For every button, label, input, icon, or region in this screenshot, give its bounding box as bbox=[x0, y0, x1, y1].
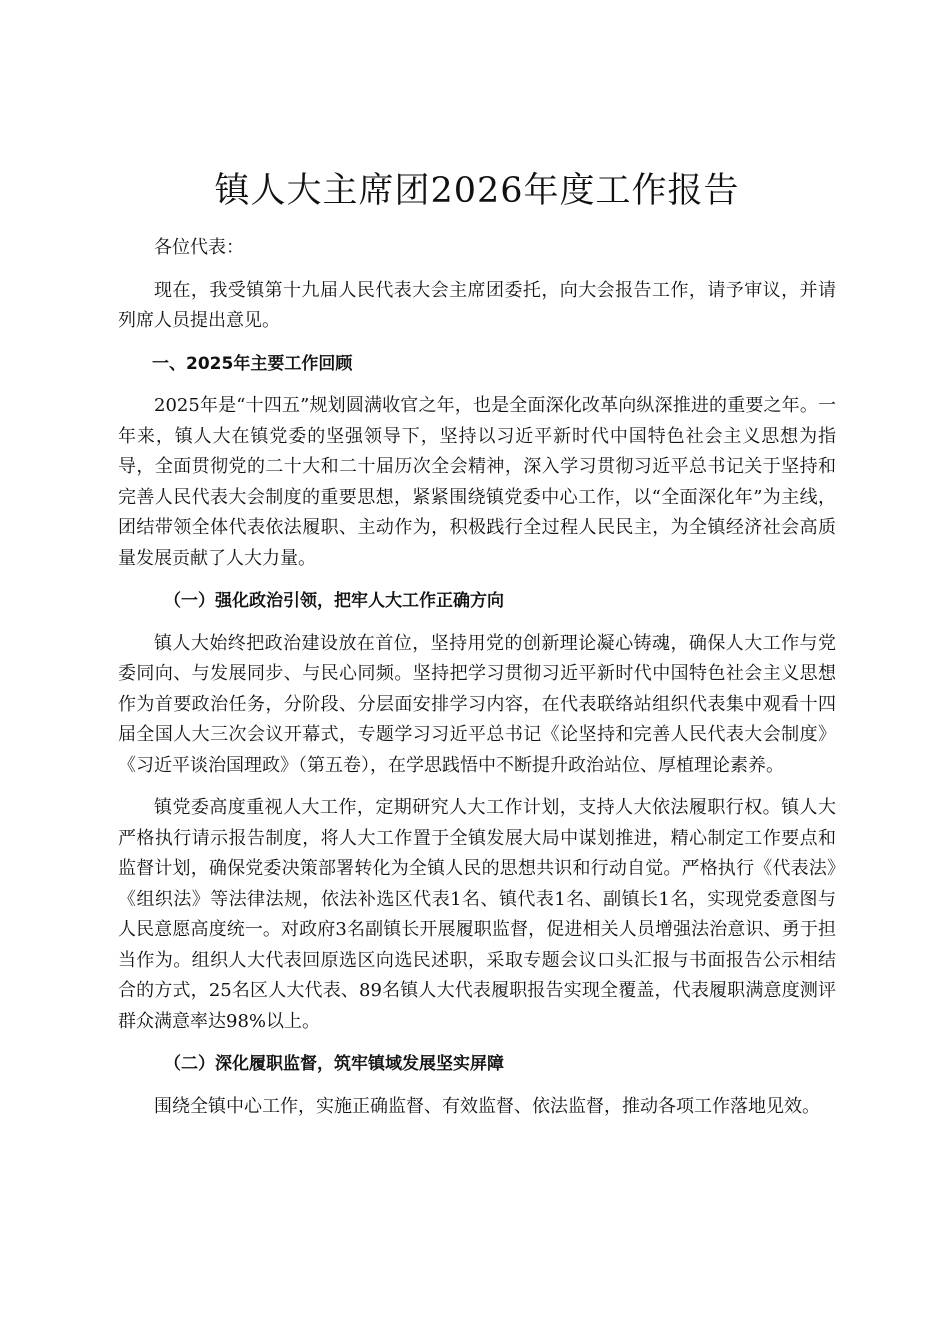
section-heading-review: 一、2025年主要工作回顾 bbox=[152, 353, 353, 374]
political-guidance-paragraph-1: 镇人大始终把政治建设放在首位，坚持用党的创新理论凝心铸魂，确保人大工作与党委同向、与发展同步、与民心同频。坚持把学习贯彻习近平新时代中国特色社会主义思想作为首要政治任务，分阶段、分层面安排学习内容，在代表联络站组织代表集中观看十四届全国人大三次会议开幕式，专题学习习近平总书记《论坚持和完善人民代表大会制度》《习近平谈治国理政》（第五卷），在学思践悟中不断提升政治站位、厚植理论素养。 bbox=[118, 632, 836, 776]
subsection-heading-supervision: （二）深化履职监督，筑牢镇域发展坚实屏障 bbox=[164, 1054, 504, 1074]
supervision-paragraph-1: 围绕全镇中心工作，实施正确监督、有效监督、依法监督，推动各项工作落地见效。 bbox=[154, 1095, 820, 1117]
subsection-heading-political-guidance: （一）强化政治引领，把牢人大工作正确方向 bbox=[164, 591, 504, 611]
political-guidance-paragraph-2: 镇党委高度重视人大工作，定期研究人大工作计划，支持人大依法履职行权。镇人大严格执行请示报告制度，将人大工作置于全镇发展大局中谋划推进，精心制定工作要点和监督计划，确保党委决策部署转化为全镇人民的思想共识和行动自觉。严格执行《代表法》《组织法》等法律法规，依法补选区代表1名、镇代表1名、副镇长1名，实现党委意图与人民意愿高度统一。对政府3名副镇长开展履职监督，促进相关人员增强法治意识、勇于担当作为。组织人大代表回原选区向选民述职，采取专题会议口头汇报与书面报告公示相结合的方式，25名区人大代表、89名镇人大代表履职报告实现全覆盖，代表履职满意度测评群众满意率达98%以上。 bbox=[118, 797, 836, 1032]
document-title: 镇人大主席团2026年度工作报告 bbox=[214, 171, 740, 211]
salutation: 各位代表： bbox=[154, 237, 244, 258]
intro-paragraph: 现在，我受镇第十九届人民代表大会主席团委托，向大会报告工作，请予审议，并请列席人员提出意见。 bbox=[118, 279, 836, 331]
section-review-paragraph: 2025年是“十四五”规划圆满收官之年，也是全面深化改革向纵深推进的重要之年。一年来，镇人大在镇党委的坚强领导下，坚持以习近平新时代中国特色社会主义思想为指导，全面贯彻党的二十大和二十届历次全会精神，深入学习贯彻习近平总书记关于坚持和完善人民代表大会制度的重要思想，紧紧围绕镇党委中心工作，以“全面深化年”为主线，团结带领全体代表依法履职、主动作为，积极践行全过程人民民主，为全镇经济社会高质量发展贡献了人大力量。 bbox=[118, 395, 836, 569]
document-body bbox=[118, 165, 836, 1134]
